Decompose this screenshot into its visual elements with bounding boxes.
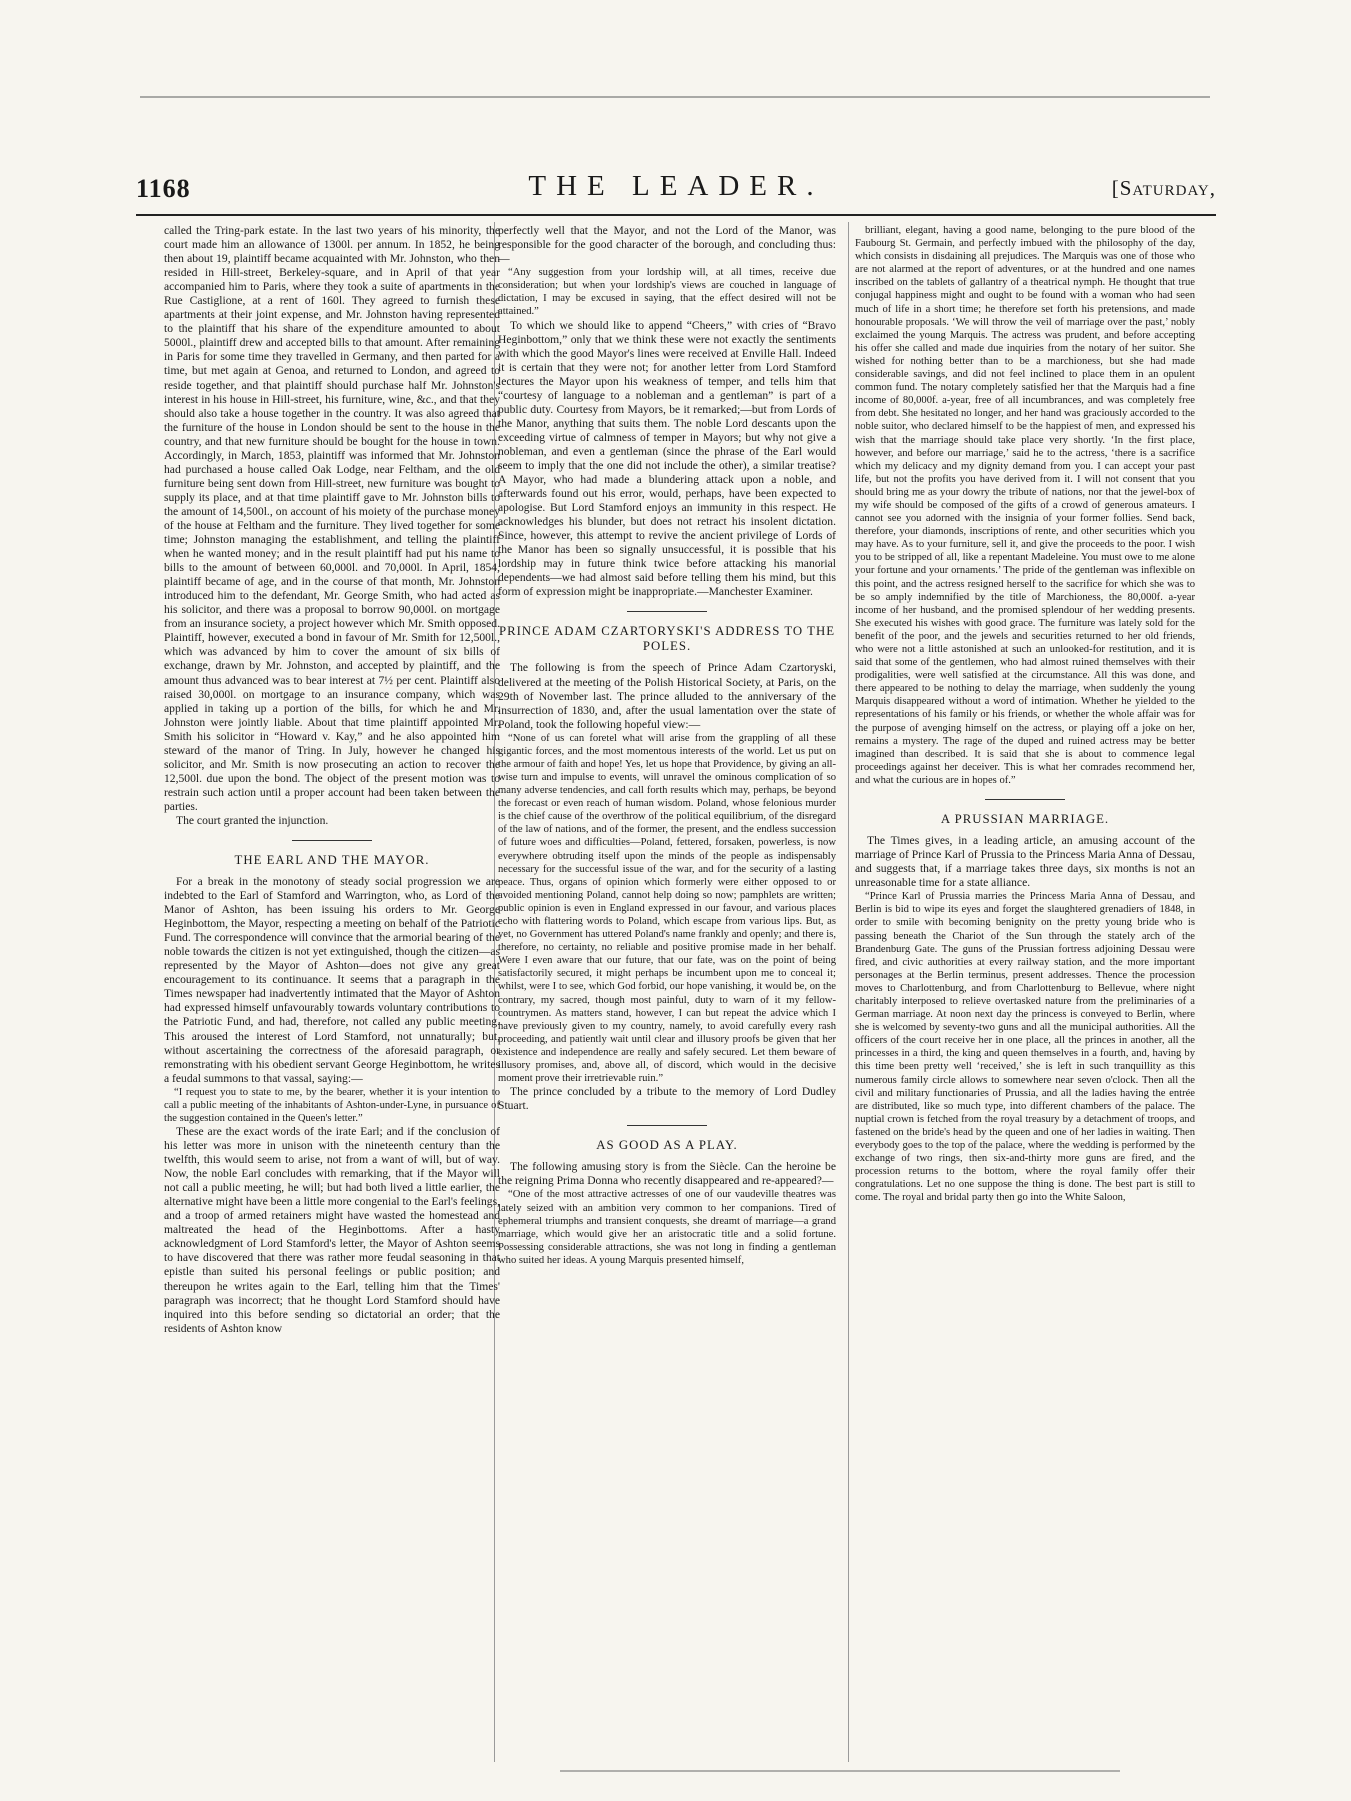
section-rule (292, 840, 372, 841)
article-heading: AS GOOD AS A PLAY. (596, 1138, 738, 1153)
article-paragraph: The court granted the injunction. (176, 813, 329, 827)
issue-day: [Saturday, (1111, 176, 1216, 200)
article-heading: THE EARL AND THE MAYOR. (234, 853, 430, 868)
article-paragraph: The prince concluded by a tribute to the memory of Lord Dudley Stuart. (498, 1085, 836, 1113)
article-paragraph: perfectly well that the Mayor, and not the Lord of the Manor, was responsible for the good character of the borough, and concluding thus:— (498, 224, 836, 266)
column-2 (498, 224, 836, 1267)
article-heading: A PRUSSIAN MARRIAGE. (940, 812, 1110, 827)
masthead (136, 170, 1216, 210)
article-paragraph: To which we should like to append “Cheers,” with cries of “Bravo Heginbottom,” only that we think these were not exactly the sentiments with which the good Mayor's lines were received at Enville Hall. Indeed it is certain that they were not; for another letter from Lord Stamford lectures the Mayor upon his weakness of temper, and tells him that “courtesy of language to a nobleman and a gentleman” is part of a public duty. Courtesy from Mayors, be it remarked;—but from Lords of the Manor, anything that suits them. The noble Lord descants upon the exceeding virtue of calmness of temper in Mayors; but why not give a nobleman, and even a gentleman (since the phrase of the Earl would seem to imply that the one did not include the other), a similar treatise? A Mayor, who had made a blundering attack upon a noble, and afterwards found out his error, would, perhaps, have been expected to apologise. But Lord Stamford enjoys an immunity in this respect. He acknowledges his blunder, but does not retract his insolent dictation. Since, however, this attempt to revive the ancient privilege of Lords of the Manor has been so signally unsuccessful, it is possible that his lordship may in future think twice before attacking his manorial dependents—we had almost said before telling them his mind, but this form of expression might be inappropriate.—Manchester Examiner. (498, 318, 836, 599)
column-1 (164, 224, 500, 1336)
block-quote: “I request you to state to me, by the bearer, whether it is your intention to call a public meeting of the inhabitants of Ashton-under-Lyne, in pursuance of the suggestion contained in the Queen's letter.” (164, 1086, 500, 1124)
article-paragraph: For a break in the monotony of steady social progression we are indebted to the Earl of Stamford and Warrington, who, as Lord of the Manor of Ashton, has been issuing his orders to Mr. George Heginbottom, the Mayor, respecting a meeting on behalf of the Patriotic Fund. The correspondence will convince that the armorial bearing of the noble towards the citizen is not yet extinguished, though the citizen—as represented by the Mayor of Ashton—does not give any great encouragement to its continuance. It seems that a paragraph in the Times newspaper had inadvertently intimated that the Mayor of Ashton had expressed himself unfavourably towards voluntary contributions to the Patriotic Fund, and had, therefore, not called any public meeting. This aroused the interest of Lord Stamford, not unnaturally; but, without ascertaining the correctness of the aforesaid paragraph, or remonstrating with his obedient servant George Heginbottom, he writes a feudal summons to that vassal, saying:— (164, 875, 500, 1085)
newspaper-title: THE LEADER. (528, 170, 824, 202)
block-quote: “Any suggestion from your lordship will, at all times, receive due consideration; but when your lordship's views are couched in language of dictation, I may be excused in saying, that the effect desired will not be attained.” (498, 267, 836, 318)
column-3 (855, 224, 1195, 1204)
block-quote: “None of us can foretel what will arise from the grappling of all these gigantic forces, and the most momentous interests of the world. Let us put on the armour of faith and hope! Yes, let us hope that Providence, by giving an all-wise turn and impulse to events, will unravel the ominous complication of so many adverse tendencies, and call forth results which may, perhaps, be beyond the forecast or even reach of human wisdom. Poland, whose felonious murder is the chief cause of the overthrow of the political equilibrium, of the disregard of the law of nations, and of the former, the present, and the endless succession of future woes and difficulties—Poland, fettered, forsaken, powerless, is now everywhere obtruding itself upon the minds of the people as indispensably necessary for the successful issue of the war, and for the security of a lasting peace. Thus, organs of opinion which formerly were either opposed to or avoided mentioning Poland, cannot help doing so now; pamphlets are written; public opinion is even in England expressed in our favour, and various places echo with flattering words to Poland, which escape from various lips. But, as yet, no Government has uttered Poland's name frankly and openly; and there is, therefore, no certainty, no reliable and positive promise made in her behalf. Were I even aware that our future, that our fate, was on the point of being satisfactorily secured, it might perhaps be incumbent upon me to conceal it; whilst, were I to see, which God forbid, our hope vanishing, it would be, on the contrary, my sacred, though most painful, duty to warn of it my fellow-countrymen. As matters stand, however, I can but repeat the advice which I have previously given to my country, namely, to avoid carefully every rash proceeding, and patiently wait until clear and illusory proofs be given that her existence and independence are really and safely secured. Let them beware of illusory promises, and, above all, of discord, which would in the decisive moment prove their irretrievable ruin.” (498, 732, 836, 1085)
article-paragraph: The Times gives, in a leading article, an amusing account of the marriage of Prince Karl of Prussia to the Princess Maria Anna of Dessau, and suggests that, if a marriage takes three days, six months is not an unreasonable time for a state alliance. (855, 834, 1195, 890)
bottom-border-rule (560, 1770, 1120, 1772)
block-quote: “One of the most attractive actresses of one of our vaudeville theatres was lately seized with an ambition very common to her companions. Tired of ephemeral triumphs and transient conquests, she dreamt of marriage—a grand marriage, which would give her an aristocratic title and a solid fortune. Possessing considerable attractions, she was not long in finding a gentleman who suited her ideas. A young Marquis presented himself, (498, 1189, 836, 1266)
block-quote: “Prince Karl of Prussia marries the Princess Maria Anna of Dessau, and Berlin is bid to wipe its eyes and forget the slaughtered grenadiers of 1848, in order to smile with becoming benignity on the pretty young bride who is passing beneath the Chariot of the Sun through the stately arch of the Brandenburg Gate. The guns of the Prussian fortress adjoining Dessau were fired, and civic authorities at every railway station, and the more important personages at the Berlin terminus, present addresses. Thence the procession moves to Charlottenburg, and from Charlottenburg to Bellevue, where night charitably interposed to relieve overtasked nature from the preliminaries of a German marriage. At noon next day the princess is conveyed to Berlin, where she is welcomed by seventy-two guns and all the municipal authorities. All the officers of the court receive her in one place, all the princes in another, all the princesses in a third, the king and queen themselves in a fourth, and, having by this time been pretty well ‘received,’ she is left in such tranquillity as this numerous family circle allows to somewhere near seven o'clock. Then all the civil and military functionaries of Prussia, and all the ladies having the entrée are distributed, like so much type, into different chambers of the palace. The nuptial crown is fetched from the royal treasury by a detachment of troops, and fastened on the bride's head by the queen and one of her ladies in waiting. Then everybody goes to the top of the palace, where the wedding is performed by the exchange of two rings, then six-and-thirty more guns are fired, and the procession returns to the bottom, where the royal family offer their congratulations. Let no one suppose the thing is done. The best part is still to come. The royal and bridal party then go into the White Saloon, (855, 891, 1195, 1204)
article-paragraph: The following amusing story is from the Siècle. Can the heroine be the reigning Prima Donna who recently disappeared and re-appeared?— (498, 1160, 836, 1188)
section-rule (627, 611, 707, 612)
column-divider (848, 222, 849, 1762)
article-paragraph: These are the exact words of the irate Earl; and if the conclusion of his letter was more in unison with the nineteenth century than the twelfth, this would seem to arise, not from a want of will, but of way. Now, the noble Earl concludes with remarking, that if the Mayor will not call a public meeting, he will; but had both lived a little earlier, the alternative might have been a little more congenial to the Earl's feelings, and a troop of armed retainers might have wasted the homestead and maltreated the head of the Heginbottoms. After a hasty acknowledgment of Lord Stamford's letter, the Mayor of Ashton seems to have discovered that there was rather more feudal seasoning in that epistle than suited his personal feelings or public position; and thereupon he writes again to the Earl, telling him that the Times' paragraph was incorrect; that he thought Lord Stamford should have inquired into this before sending so dictatorial an order; that the residents of Ashton know (164, 1125, 500, 1335)
article-paragraph: called the Tring-park estate. In the last two years of his minority, the court made him an allowance of 1300l. per annum. In 1852, he being then about 19, plaintiff became acquainted with Mr. Johnston, who then resided in Hill-street, Berkeley-square, and in April of that year accompanied him to Paris, where they took a suite of apartments in the Rue Castiglione, at a rent of 160l. They agreed to furnish these apartments at their joint expense, and Mr. Johnston having represented to the plaintiff that his share of the expenditure amounted to about 5000l., plaintiff drew and accepted bills to that amount. After remaining in Paris for some time they travelled in Germany, and then parted for a time, but met again at Genoa, and returned to London, and agreed to reside together, and that plaintiff should purchase half Mr. Johnston's interest in his house in Hill-street, his furniture, wine, &c., and that they should also take a house together in the country. It was also agreed that the furniture of the house in London should be sent to the house in the country, and that new furniture should be bought for the house in town. Accordingly, in March, 1853, plaintiff was informed that Mr. Johnston had purchased a house called Oak Lodge, near Feltham, and the old furniture being sent down from Hill-street, new furniture was bought to supply its place, and at that time plaintiff gave to Mr. Johnston bills to the amount of 14,500l., on account of his moiety of the purchase money of the house at Feltham and the furniture. They lived together for some time; Johnston managing the establishment, and telling the plaintiff when he wanted money; and in the result plaintiff had put his name to bills to the amount of between 60,000l. and 70,000l. In April, 1854, plaintiff became of age, and in the course of that month, Mr. Johnston introduced him to the defendant, Mr. George Smith, who had acted as his solicitor, and there was a proposal to borrow 90,000l. on mortgage from an insurance society, a project however which Mr. Smith opposed. Plaintiff, however, executed a bond in favour of Mr. Smith for 12,500l., which was advanced by him to cover the amount of six bills of exchange, drawn by Mr. Johnston, and accepted by plaintiff, and the amount thus advanced was to bear interest at 7½ per cent. Plaintiff also raised 30,000l. on mortgage to an insurance company, which was applied in taking up a portion of the bills, for which he and Mr. Johnston were jointly liable. About that time plaintiff appointed Mr. Smith his solicitor in “Howard v. Kay,” and he also appointed him steward of the manor of Tring. In July, however he changed his solicitor, and Mr. Smith is now prosecuting an action to recover the 12,500l. due upon the bond. The object of the present motion was to restrain such action until a proper account had been taken between the parties. (164, 224, 500, 813)
page-number: 1168 (136, 174, 191, 203)
top-border-rule (140, 96, 1210, 98)
block-quote: brilliant, elegant, having a good name, belonging to the pure blood of the Faubourg St. Germain, and perfectly imbued with the philosophy of the day, which consists in disdaining all prejudices. The Marquis was one of those who are not alarmed at the report of adventures, or at the hundred and one names inscribed on the tablets of gallantry of a theatrical nymph. He thought that true conjugal happiness might and ought to be found with a woman who had seen much of life in a short time; he therefore set forth his pretensions, and made honourable proposals. ‘We will throw the veil of marriage over the past,’ nobly exclaimed the young Marquis. The actress was prudent, and before accepting his offer she called and made due inquiries from the notary of her suitor. She wished for nothing better than to be a marchioness, but she had made considerable savings, and did not feel inclined to place them in an opulent common fund. The notary completely satisfied her that the Marquis had a fine income of 80,000f. a-year, free of all incumbrances, and was completely free from debt. She hesitated no longer, and her hand was graciously accorded to the noble suitor, who declared himself to be the happiest of men, and expressed his wish that the marriage should take place very shortly. ‘In the first place, however, and before our marriage,’ said he to the actress, ‘there is a sacrifice which my delicacy and my dignity demand from you. I can accept your past life, but not the profits you have derived from it. I will not consent that you should bring me as your dowry the tribute of nations, nor that the jewel-box of my wife should be composed of the gifts of a crowd of generous amateurs. I cannot see you adorned with the insignia of your former follies. Send back, therefore, your diamonds, inscriptions of rente, and other securities which you may have. As to your furniture, sell it, and give the proceeds to the poor. I wish you to be stripped of all, like a repentant Madeleine. You must owe to me alone your fortune and your ornaments.’ The pride of the gentleman was inflexible on this point, and the actress resigned herself to the sacrifice for which she was to be so amply indemnified by the title of Marchioness, the 80,000f. a-year income of her husband, and the promised splendour of her wedding presents. She executed his wishes with good grace. The furniture was lately sold for the benefit of the poor, and the jewels and securities returned to her old friends, who were not a little astonished at such an unlooked-for restitution, and it is said that some of the gentlemen, who had almost ruined themselves with their prodigalities, were well satisfied at the circumstance. All this was done, and there appeared to be nothing to delay the marriage, when suddenly the young Marquis disappeared without a word of intimation. Whether he yielded to the representations of his family or his friends, or whether the whole affair was for the purpose of avenging himself on the actress, or playing off a joke on her, remains a mystery. The rage of the duped and ruined actress may be better imagined than described. It is said that she is about to commence legal proceedings against her deceiver. This is what her comrades recommend her, and what the curious are in hopes of.” (855, 225, 1195, 786)
masthead-rule (136, 214, 1216, 216)
article-heading: PRINCE ADAM CZARTORYSKI'S ADDRESS TO THE POLES. (498, 624, 836, 654)
article-paragraph: The following is from the speech of Prince Adam Czartoryski, delivered at the meeting of the Polish Historical Society, at Paris, on the 29th of November last. The prince alluded to the anniversary of the insurrection of 1830, and, after the usual lamentation over the state of Poland, took the following hopeful view:— (498, 661, 836, 731)
section-rule (627, 1125, 707, 1126)
section-rule (985, 799, 1065, 800)
